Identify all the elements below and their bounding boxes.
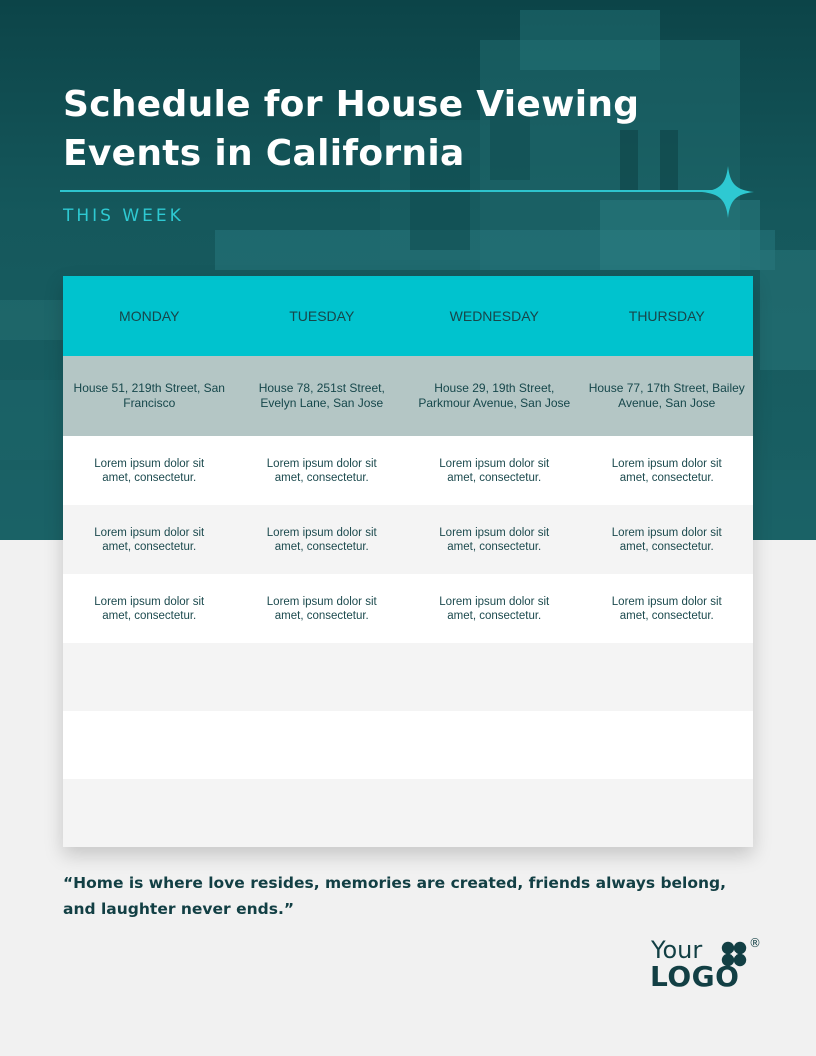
day-header: MONDAY — [119, 308, 180, 324]
schedule-entry: Lorem ipsum dolor sit amet, consectetur. — [266, 595, 377, 622]
schedule-entry: Lorem ipsum dolor sit amet, consectetur. — [94, 457, 205, 484]
page-title: Schedule for House Viewing Events in California — [63, 84, 640, 174]
logo-your-text: Your — [651, 936, 703, 964]
schedule-entry: Lorem ipsum dolor sit amet, consectetur. — [94, 595, 205, 622]
house-address: House 78, 251st Street, Evelyn Lane, San Jose — [258, 381, 385, 410]
title-divider — [60, 190, 720, 192]
table-row — [63, 505, 753, 574]
brand-logo — [650, 936, 770, 996]
schedule-entry: Lorem ipsum dolor sit amet, consectetur. — [266, 457, 377, 484]
schedule-entry: Lorem ipsum dolor sit amet, consectetur. — [266, 526, 377, 553]
logo-wordmark: LOGO — [650, 960, 740, 993]
schedule-entry: Lorem ipsum dolor sit amet, consectetur. — [439, 457, 550, 484]
schedule-entry: Lorem ipsum dolor sit amet, consectetur. — [94, 526, 205, 553]
home-quote: “Home is where love resides, memories are created, friends always belong, and laughter never ends.” — [63, 874, 727, 918]
schedule-entry: Lorem ipsum dolor sit amet, consectetur. — [439, 526, 550, 553]
schedule-entry: Lorem ipsum dolor sit amet, consectetur. — [611, 457, 722, 484]
registered-mark: ® — [749, 936, 761, 950]
house-address: House 51, 219th Street, San Francisco — [73, 381, 225, 410]
empty-table-row — [63, 643, 753, 711]
table-header-row — [63, 276, 753, 356]
house-address: House 77, 17th Street, Bailey Avenue, San Jose — [588, 381, 745, 410]
address-row — [63, 356, 753, 436]
day-header: THURSDAY — [628, 308, 705, 324]
week-subtitle: THIS WEEK — [63, 206, 184, 226]
schedule-entry: Lorem ipsum dolor sit amet, consectetur. — [611, 526, 722, 553]
schedule-entry: Lorem ipsum dolor sit amet, consectetur. — [611, 595, 722, 622]
table-row — [63, 574, 753, 643]
day-header: TUESDAY — [289, 308, 355, 324]
sparkle-star-icon — [702, 166, 754, 218]
day-header: WEDNESDAY — [449, 308, 539, 324]
empty-table-row — [63, 779, 753, 847]
empty-table-row — [63, 711, 753, 779]
schedule-entry: Lorem ipsum dolor sit amet, consectetur. — [439, 595, 550, 622]
table-row — [63, 436, 753, 505]
house-address: House 29, 19th Street, Parkmour Avenue, San Jose — [418, 381, 571, 410]
schedule-table — [63, 276, 753, 847]
